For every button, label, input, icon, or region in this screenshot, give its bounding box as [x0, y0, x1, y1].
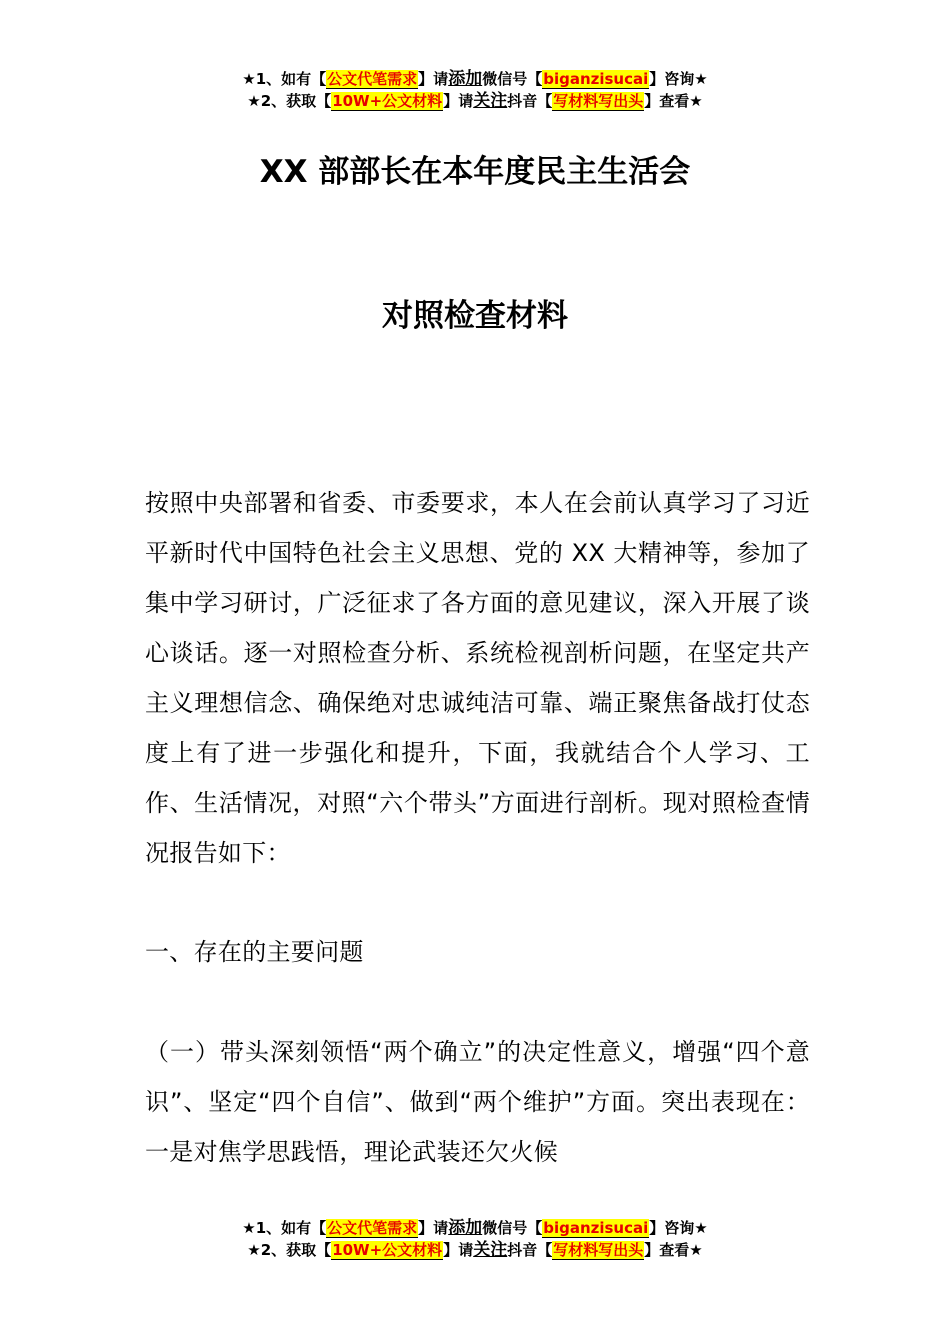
banner-text: 】查看★ [644, 92, 703, 110]
banner-text: 】请 [443, 1241, 474, 1259]
banner-highlight: 10W+公文材料 [332, 1241, 443, 1259]
banner-line-2 [0, 1239, 950, 1261]
banner-line-1 [0, 68, 950, 90]
intro-paragraph: 按照中央部署和省委、市委要求，本人在会前认真学习了习近平新时代中国特色社会主义思想、党的 XX 大精神等，参加了集中学习研讨，广泛征求了各方面的意见建议，深入开展了谈心谈话。逐一对照检查分析、系统检视剖析问题，在坚定共产主义理想信念、确保绝对忠诚纯洁可靠、端正聚焦备战打仗态度上有了进一步强化和提升，下面，我就结合个人学习、工作、生活情况，对照“六个带头”方面进行剖析。现对照检查情况报告如下： [145, 489, 810, 867]
banner-text: 】请 [418, 70, 449, 88]
footer-banner [0, 1217, 950, 1261]
banner-text: ★2、获取【 [247, 92, 332, 110]
banner-text: 微信号【 [482, 70, 543, 88]
banner-highlight-douyin: 写材料写出头 [553, 92, 644, 110]
banner-highlight-douyin: 写材料写出头 [553, 1241, 644, 1259]
banner-text: 】咨询★ [649, 1219, 708, 1237]
banner-highlight-wechat: biganzisucai [543, 70, 649, 88]
banner-underline: 添加 [448, 69, 483, 89]
banner-text: ★1、如有【 [242, 70, 327, 88]
banner-text: 抖音【 [507, 92, 553, 110]
banner-highlight: 10W+公文材料 [332, 92, 443, 110]
banner-text: 】查看★ [644, 1241, 703, 1259]
banner-line-1 [0, 1217, 950, 1239]
header-banner [0, 68, 950, 112]
banner-underline: 关注 [473, 1240, 508, 1260]
document-title-line-2: 对照检查材料 [382, 298, 568, 334]
section-heading: 一、存在的主要问题 [145, 938, 364, 966]
banner-highlight: 公文代笔需求 [327, 70, 418, 88]
banner-text: ★2、获取【 [247, 1241, 332, 1259]
subsection-paragraph: （一）带头深刻领悟“两个确立”的决定性意义，增强“四个意识”、坚定“四个自信”、做到“两个维护”方面。突出表现在：一是对焦学思践悟，理论武装还欠火候 [145, 1038, 810, 1166]
document-title-line-1: XX 部部长在本年度民主生活会 [259, 154, 691, 190]
banner-text: 抖音【 [507, 1241, 553, 1259]
banner-text: 】请 [418, 1219, 449, 1237]
banner-text: ★1、如有【 [242, 1219, 327, 1237]
banner-underline: 添加 [448, 1218, 483, 1238]
banner-text: 微信号【 [482, 1219, 543, 1237]
banner-line-2 [0, 90, 950, 112]
banner-underline: 关注 [473, 91, 508, 111]
banner-text: 】咨询★ [649, 70, 708, 88]
banner-text: 】请 [443, 92, 474, 110]
banner-highlight: 公文代笔需求 [327, 1219, 418, 1237]
banner-highlight-wechat: biganzisucai [543, 1219, 649, 1237]
